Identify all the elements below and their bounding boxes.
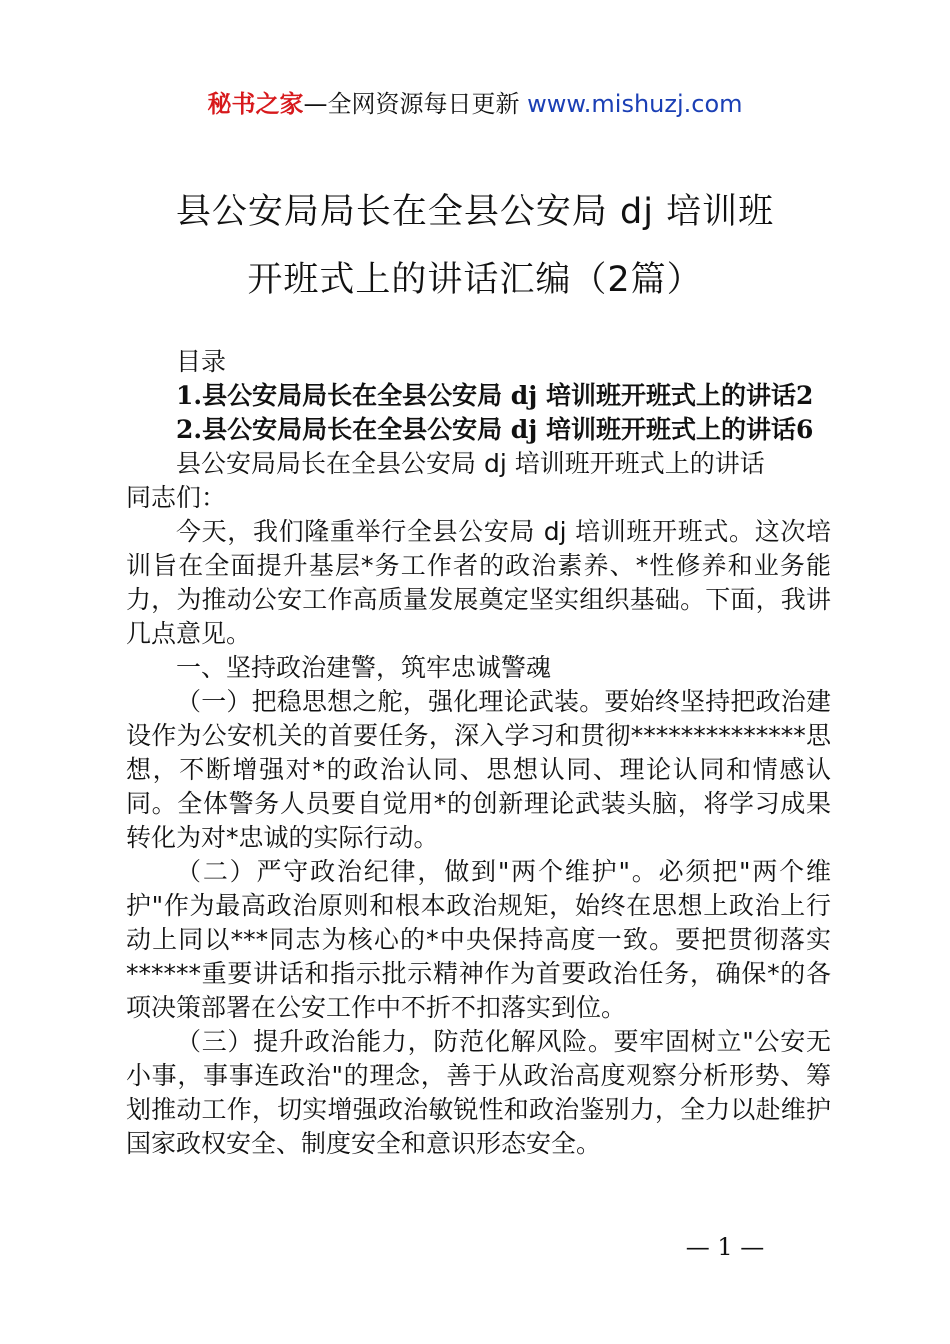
- paragraph: （二）严守政治纪律，做到"两个维护"。必须把"两个维护"作为最高政治原则和根本政治规矩，始终在思想上政治上行动上同以***同志为核心的*中央保持高度一致。要把贯彻落实******重要讲话和指示批示精神作为首要政治任务，确保*的各项决策部署在公安工作中不折不扣落实到位。: [126, 857, 831, 1022]
- paragraph: （一）把稳思想之舵，强化理论武装。要始终坚持把政治建设作为公安机关的首要任务，深入学习和贯彻**************思想，不断增强对*的政治认同、思想认同、理论认同和情感认同。全体警务人员要自觉用*的创新理论武装头脑，将学习成果转化为对*忠诚的实际行动。: [126, 687, 831, 852]
- section-heading: 一、坚持政治建警，筑牢忠诚警魂: [176, 653, 552, 682]
- banner-tagline: —全网资源每日更新: [303, 90, 528, 118]
- site-url-link[interactable]: www.mishuzj.com: [527, 90, 743, 118]
- paragraph: 今天，我们隆重举行全县公安局 dj 培训班开班式。这次培训旨在全面提升基层*务工作者的政治素养、*性修养和业务能力，为推动公安工作高质量发展奠定坚实组织基础。下面，我讲几点意见。: [126, 517, 831, 648]
- toc-item[interactable]: 1.县公安局局长在全县公安局 dj 培训班开班式上的讲话2: [176, 381, 814, 410]
- site-banner: [0, 88, 950, 120]
- brand-name: 秘书之家: [207, 90, 304, 118]
- page-number: — 1 —: [685, 1233, 765, 1261]
- document-title-line-1: 县公安局局长在全县公安局 dj 培训班: [175, 192, 775, 232]
- speech-heading: 县公安局局长在全县公安局 dj 培训班开班式上的讲话: [176, 449, 765, 478]
- document-title-line-2: 开班式上的讲话汇编（2篇）: [247, 260, 703, 300]
- document-body: [126, 345, 831, 1161]
- paragraph: （三）提升政治能力，防范化解风险。要牢固树立"公安无小事，事事连政治"的理念，善于从政治高度观察分析形势、筹划推动工作，切实增强政治敏锐性和政治鉴别力，全力以赴维护国家政权安全、制度安全和意识形态安全。: [126, 1027, 831, 1158]
- salutation: 同志们：: [126, 483, 227, 512]
- toc-label: 目录: [176, 347, 227, 376]
- toc-item[interactable]: 2.县公安局局长在全县公安局 dj 培训班开班式上的讲话6: [176, 415, 814, 444]
